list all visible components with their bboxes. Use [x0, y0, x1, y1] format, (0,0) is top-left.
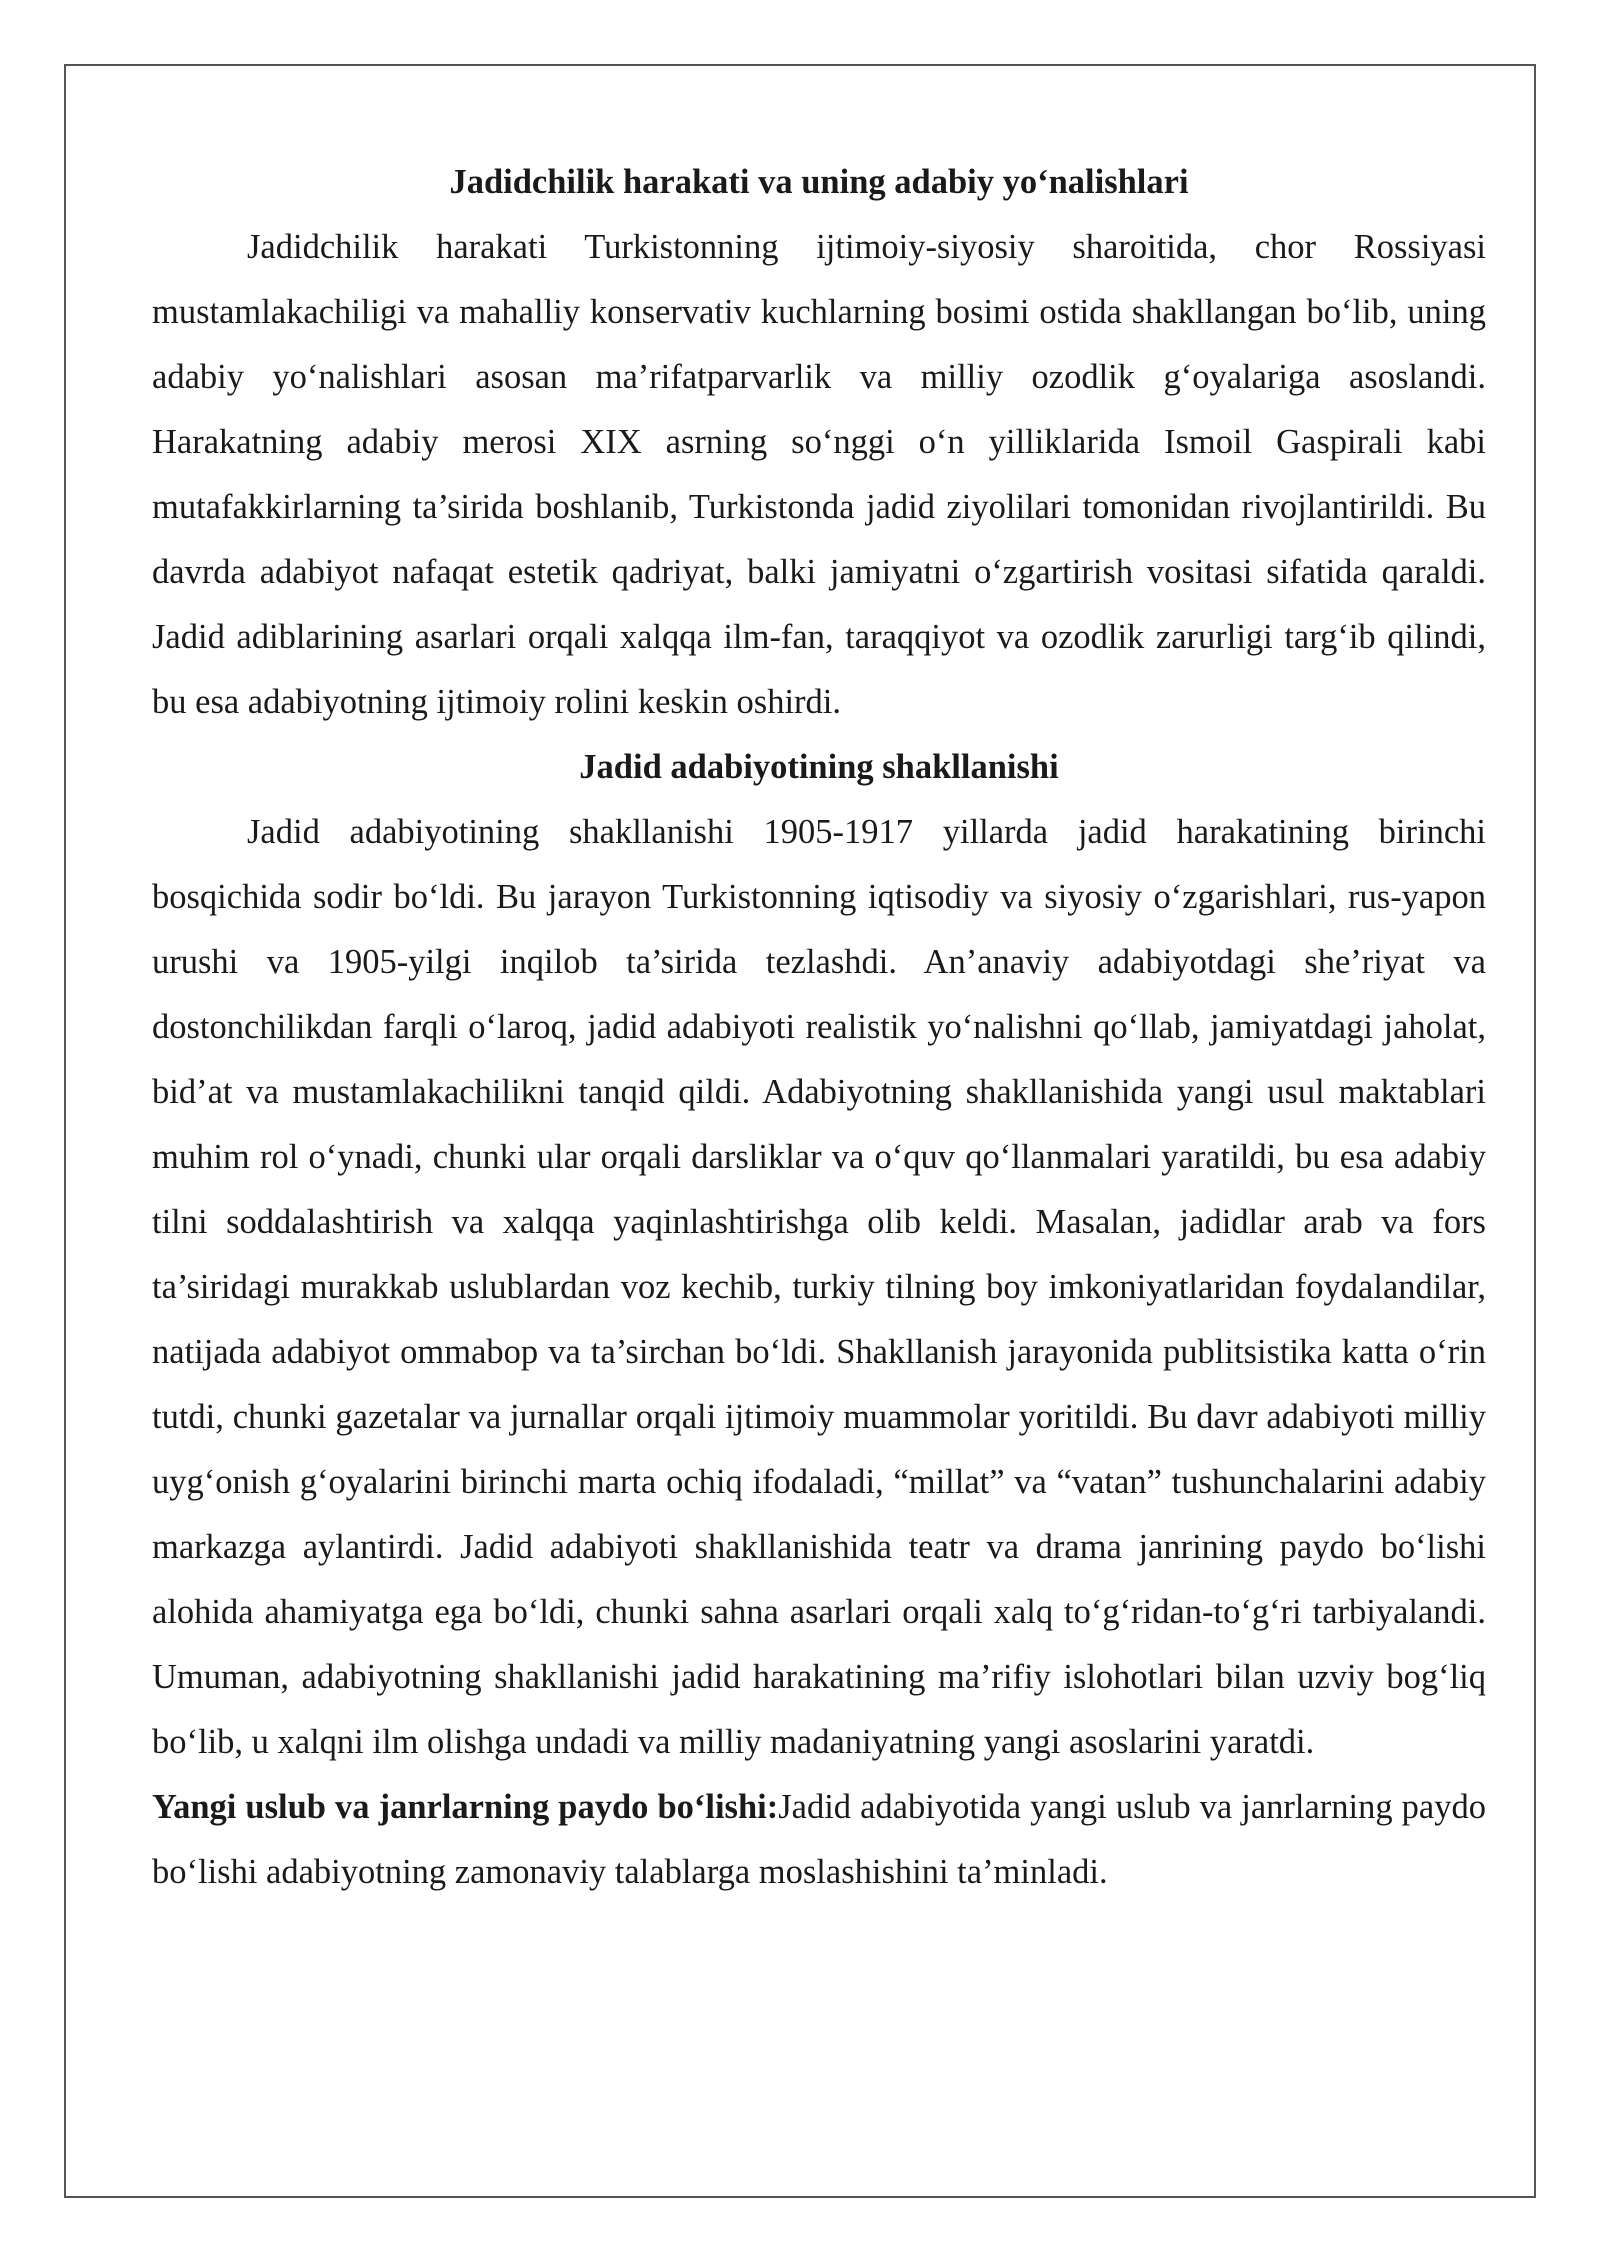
paragraph-formation: Jadid adabiyotining shakllanishi 1905-1917 yillarda jadid harakatining birinchi bosqichida sodir bo‘ldi. Bu jarayon Turkistonning iqtisodiy va siyosiy o‘zgarishlari, rus-yapon urushi va 1905-yilgi inqilob ta’sirida tezlashdi. An’anaviy adabiyotdagi she’riyat va dostonchilikdan farqli o‘laroq, jadid adabiyoti realistik yo‘nalishni qo‘llab, jamiyatdagi jaholat, bid’at va mustamlakachilikni tanqid qildi. Adabiyotning shakllanishida yangi usul maktablari muhim rol o‘ynadi, chunki ular orqali darsliklar va o‘quv qo‘llanmalari yaratildi, bu esa adabiy tilni soddalashtirish va xalqqa yaqinlashtirishga olib keldi. Masalan, jadidlar arab va fors ta’siridagi murakkab uslublardan voz kechib, turkiy tilning boy imkoniyatlaridan foydalandilar, natijada adabiyot ommabop va ta’sirchan bo‘ldi. Shakllanish jarayonida publitsistika katta o‘rin tutdi, chunki gazetalar va jurnallar orqali ijtimoiy muammolar yoritildi. Bu davr adabiyoti milliy uyg‘onish g‘oyalarini birinchi marta ochiq ifodaladi, “millat” va “vatan” tushunchalarini adabiy markazga aylantirdi. Jadid adabiyoti shakllanishida teatr va drama janrining paydo bo‘lishi alohida ahamiyatga ega bo‘ldi, chunki sahna asarlari orqali xalq to‘g‘ridan-to‘g‘ri tarbiyalandi. Umuman, adabiyotning shakllanishi jadid harakatining ma’rifiy islohotlari bilan uzviy bog‘liq bo‘lib, u xalqni ilm olishga undadi va milliy madaniyatning yangi asoslarini yaratdi.: [152, 813, 1486, 1761]
paragraph-lead-heading: Yangi uslub va janrlarning paydo bo‘lishi:: [152, 1788, 779, 1826]
paragraph-new-styles: [152, 1775, 1486, 1905]
section-heading: Jadid adabiyotining shakllanishi: [579, 748, 1059, 786]
paragraph-intro: Jadidchilik harakati Turkistonning ijtimoiy-siyosiy sharoitida, chor Rossiyasi mustamlakachiligi va mahalliy konservativ kuchlarning bosimi ostida shakllangan bo‘lib, uning adabiy yo‘nalishlari asosan ma’rifatparvarlik va milliy ozodlik g‘oyalariga asoslandi. Harakatning adabiy merosi XIX asrning so‘nggi o‘n yilliklarida Ismoil Gaspirali kabi mutafakkirlarning ta’sirida boshlanib, Turkistonda jadid ziyolilari tomonidan rivojlantirildi. Bu davrda adabiyot nafaqat estetik qadriyat, balki jamiyatni o‘zgartirish vositasi sifatida qaraldi. Jadid adiblarining asarlari orqali xalqqa ilm-fan, taraqqiyot va ozodlik zarurligi targ‘ib qilindi, bu esa adabiyotning ijtimoiy rolini keskin oshirdi.: [152, 228, 1486, 721]
paragraph-new-styles-text: Jadid adabiyotida yangi uslub va janrlarning paydo bo‘lishi adabiyotning zamonaviy talablarga moslashishini ta’minladi.: [152, 1788, 1486, 1891]
document-body: [152, 150, 1486, 1905]
document-title: Jadidchilik harakati va uning adabiy yo‘nalishlari: [449, 163, 1189, 201]
